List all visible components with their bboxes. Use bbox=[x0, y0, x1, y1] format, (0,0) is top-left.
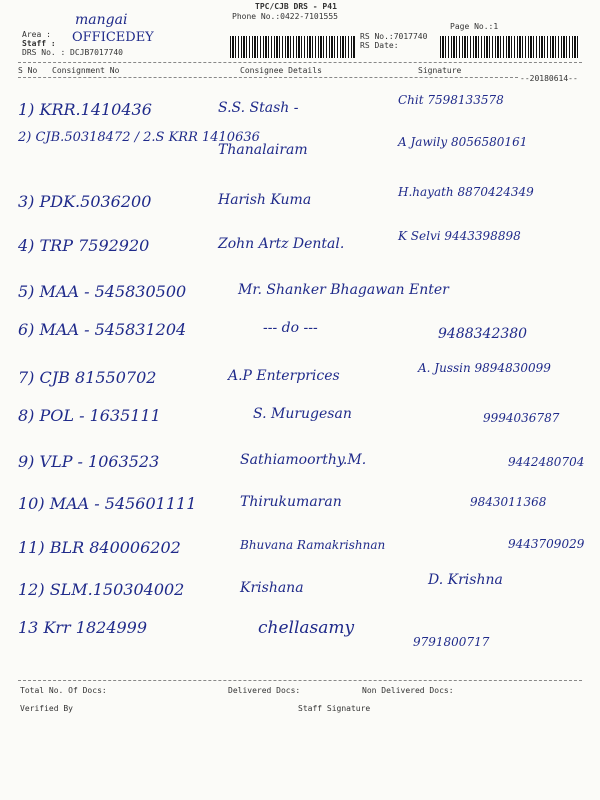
list-item bbox=[18, 230, 588, 270]
list-item bbox=[18, 612, 588, 652]
consignee-name: A.P Enterprices bbox=[228, 368, 340, 384]
signature: 9443709029 bbox=[508, 537, 585, 551]
drs-value: DCJB7017740 bbox=[70, 48, 123, 57]
signature: 9843011368 bbox=[470, 495, 547, 509]
consignee-name: Thanalairam bbox=[218, 142, 308, 158]
drs-title: TPC/CJB DRS - P41 bbox=[255, 2, 337, 11]
header-divider bbox=[18, 62, 582, 63]
signature: H.hayath 8870424349 bbox=[398, 185, 534, 199]
phone-number: Phone No.:0422-7101555 bbox=[232, 12, 338, 21]
list-item bbox=[18, 314, 588, 354]
consignment-number: 5) MAA - 545830500 bbox=[18, 282, 187, 301]
consignment-number: 4) TRP 7592920 bbox=[18, 236, 150, 255]
signature: Chit 7598133578 bbox=[398, 93, 504, 107]
staff-label: Staff : bbox=[22, 39, 56, 48]
verified-by: Verified By bbox=[20, 704, 73, 713]
list-item bbox=[18, 446, 588, 486]
consignee-name: Mr. Shanker Bhagawan Enter bbox=[238, 282, 449, 298]
list-item bbox=[18, 362, 588, 402]
signature: 9994036787 bbox=[483, 411, 560, 425]
consignment-number: 6) MAA - 545831204 bbox=[18, 320, 187, 339]
area-label: Area : bbox=[22, 30, 51, 39]
consignee-name: Sathiamoorthy.M. bbox=[240, 452, 367, 468]
consignment-number: 12) SLM.150304002 bbox=[18, 580, 185, 599]
delivered-docs: Delivered Docs: bbox=[228, 686, 301, 695]
consignment-number: 7) CJB 81550702 bbox=[18, 368, 157, 387]
list-item bbox=[18, 400, 588, 440]
signature: A Jawily 8056580161 bbox=[398, 135, 528, 149]
consignment-number: 11) BLR 840006202 bbox=[18, 538, 181, 557]
drs-barcode-right bbox=[440, 36, 580, 58]
signature: 9488342380 bbox=[438, 326, 528, 342]
footer-divider bbox=[18, 680, 582, 681]
drs-label: DRS No. : bbox=[22, 48, 66, 57]
col-sno: S No bbox=[18, 66, 38, 75]
consignee-name: chellasamy bbox=[258, 618, 355, 638]
col-signature: Signature bbox=[418, 66, 462, 75]
consignee-name: Thirukumaran bbox=[240, 494, 342, 510]
list-item bbox=[18, 532, 588, 572]
consignment-number: 13 Krr 1824999 bbox=[18, 618, 148, 637]
staff-signature: Staff Signature bbox=[298, 704, 371, 713]
list-item bbox=[18, 124, 588, 164]
signature: K Selvi 9443398898 bbox=[398, 229, 521, 243]
consignee-name: Krishana bbox=[240, 580, 304, 596]
area-value: mangai bbox=[75, 12, 128, 28]
signature: 9791800717 bbox=[413, 635, 490, 649]
drs-barcode-left bbox=[230, 36, 355, 58]
date-code: --20180614-- bbox=[520, 74, 578, 83]
consignment-number: 1) KRR.1410436 bbox=[18, 100, 152, 119]
columns-divider bbox=[18, 77, 518, 78]
signature: D. Krishna bbox=[428, 572, 503, 588]
signature: 9442480704 bbox=[508, 455, 585, 469]
signature: A. Jussin 9894830099 bbox=[418, 361, 551, 375]
non-delivered-docs: Non Delivered Docs: bbox=[362, 686, 454, 695]
col-consignee: Consignee Details bbox=[240, 66, 322, 75]
consignment-number: 3) PDK.5036200 bbox=[18, 192, 152, 211]
list-item bbox=[18, 186, 588, 226]
consignee-name: Harish Kuma bbox=[218, 192, 312, 208]
consignee-name: Bhuvana Ramakrishnan bbox=[240, 538, 386, 552]
consignment-number: 9) VLP - 1063523 bbox=[18, 452, 160, 471]
col-consignment: Consignment No bbox=[52, 66, 120, 75]
consignee-name: S. Murugesan bbox=[253, 406, 352, 422]
consignment-number: 8) POL - 1635111 bbox=[18, 406, 161, 425]
consignment-number: 2) CJB.50318472 / 2.S KRR 1410636 bbox=[18, 130, 260, 145]
consignee-name: --- do --- bbox=[263, 320, 318, 336]
list-item bbox=[18, 276, 588, 316]
consignee-name: S.S. Stash - bbox=[218, 100, 299, 116]
rs-date: RS Date: bbox=[360, 41, 399, 50]
total-docs: Total No. Of Docs: bbox=[20, 686, 107, 695]
list-item bbox=[18, 488, 588, 528]
consignment-number: 10) MAA - 545601111 bbox=[18, 494, 197, 513]
rs-number: RS No.:7017740 bbox=[360, 32, 428, 41]
staff-value: OFFICEDEY bbox=[72, 30, 154, 45]
list-item bbox=[18, 574, 588, 614]
consignee-name: Zohn Artz Dental. bbox=[218, 236, 345, 252]
page-number: Page No.:1 bbox=[450, 22, 499, 31]
